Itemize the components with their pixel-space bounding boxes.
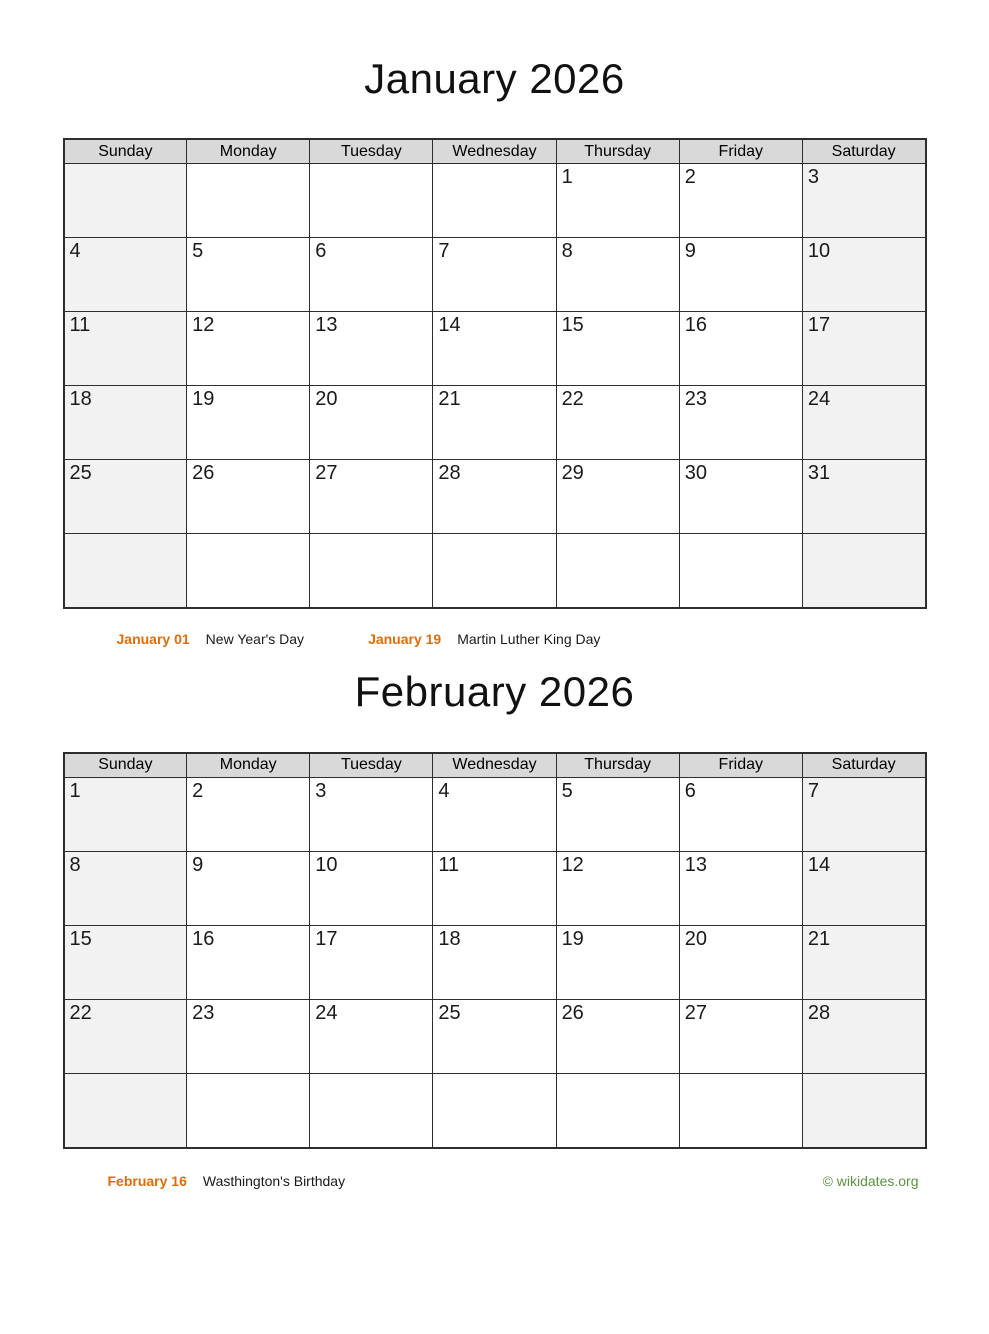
- day-number: 10: [315, 853, 338, 876]
- day-cell-24: [310, 999, 433, 1073]
- weekday-header: Friday: [679, 139, 802, 164]
- day-cell-8: [556, 238, 679, 312]
- day-number: 17: [807, 314, 831, 337]
- empty-day-cell: [187, 534, 310, 609]
- day-cell-7: [802, 777, 925, 851]
- day-cell-25: [64, 460, 187, 534]
- day-number: 11: [69, 314, 91, 337]
- day-cell-15: [556, 312, 679, 386]
- day-cell-23: [679, 386, 802, 460]
- day-cell-5: [187, 238, 310, 312]
- day-number: 18: [69, 388, 92, 411]
- day-cell-21: [433, 386, 556, 460]
- day-cell-13: [679, 851, 802, 925]
- day-cell-11: [64, 312, 187, 386]
- week-row: [64, 925, 926, 999]
- copyright: © wikidates.org: [822, 1172, 919, 1189]
- month-section-february: [0, 667, 989, 1188]
- holiday-date: January 19: [368, 631, 442, 648]
- day-cell-30: [679, 460, 802, 534]
- holidays-row-january: [63, 631, 927, 647]
- holidays-row-february: [63, 1173, 927, 1189]
- weekday-header: Wednesday: [433, 139, 556, 164]
- weekday-header: Sunday: [64, 753, 187, 778]
- week-row: [64, 851, 926, 925]
- week-row: [64, 460, 926, 534]
- day-number: 11: [438, 853, 460, 876]
- month-section-january: [0, 54, 989, 647]
- day-number: 30: [684, 462, 707, 485]
- day-cell-13: [310, 312, 433, 386]
- weekday-header-row: [64, 753, 926, 778]
- week-row: [64, 312, 926, 386]
- day-number: 31: [807, 462, 831, 485]
- day-cell-16: [679, 312, 802, 386]
- holiday-item: [368, 631, 600, 647]
- day-number: 2: [684, 166, 696, 189]
- weekday-header-row: [64, 139, 926, 164]
- empty-day-cell: [187, 164, 310, 238]
- day-number: 18: [438, 927, 461, 950]
- day-number: 20: [315, 388, 338, 411]
- week-row: [64, 534, 926, 609]
- day-number: 24: [315, 1001, 338, 1024]
- day-cell-3: [310, 777, 433, 851]
- empty-day-cell: [64, 164, 187, 238]
- day-number: 28: [807, 1001, 831, 1024]
- holiday-date: February 16: [107, 1172, 187, 1189]
- day-number: 8: [561, 240, 573, 263]
- day-number: 7: [438, 240, 450, 263]
- day-cell-10: [310, 851, 433, 925]
- holiday-name: New Year's Day: [205, 631, 305, 648]
- day-number: 2: [192, 779, 204, 802]
- day-cell-1: [64, 777, 187, 851]
- day-cell-3: [802, 164, 925, 238]
- day-number: 4: [438, 779, 450, 802]
- day-number: 8: [69, 853, 81, 876]
- weekday-header: Tuesday: [310, 139, 433, 164]
- day-cell-19: [187, 386, 310, 460]
- week-row: [64, 999, 926, 1073]
- day-cell-17: [310, 925, 433, 999]
- weekday-header: Monday: [187, 139, 310, 164]
- day-cell-29: [556, 460, 679, 534]
- day-number: 5: [192, 240, 204, 263]
- week-row: [64, 164, 926, 238]
- day-cell-24: [802, 386, 925, 460]
- day-cell-4: [433, 777, 556, 851]
- day-number: 6: [315, 240, 327, 263]
- month-title: January 2026: [364, 55, 625, 102]
- day-cell-4: [64, 238, 187, 312]
- day-number: 27: [315, 462, 338, 485]
- day-number: 21: [807, 927, 831, 950]
- day-cell-6: [310, 238, 433, 312]
- day-number: 26: [192, 462, 215, 485]
- weekday-header: Sunday: [64, 139, 187, 164]
- day-number: 15: [561, 314, 584, 337]
- holiday-name: Wasthington's Birthday: [202, 1172, 346, 1189]
- day-cell-22: [64, 999, 187, 1073]
- holiday-name: Martin Luther King Day: [457, 631, 601, 648]
- day-number: 9: [192, 853, 204, 876]
- day-cell-12: [556, 851, 679, 925]
- day-cell-9: [679, 238, 802, 312]
- empty-day-cell: [433, 534, 556, 609]
- day-number: 1: [561, 166, 573, 189]
- day-number: 13: [684, 853, 707, 876]
- holiday-date: January 01: [116, 631, 190, 648]
- day-cell-23: [187, 999, 310, 1073]
- calendar-page: [0, 54, 989, 1189]
- day-cell-7: [433, 238, 556, 312]
- day-number: 12: [561, 853, 584, 876]
- day-number: 25: [438, 1001, 461, 1024]
- weekday-header: Saturday: [802, 139, 925, 164]
- day-number: 22: [561, 388, 584, 411]
- day-number: 7: [807, 779, 819, 802]
- empty-day-cell: [310, 534, 433, 609]
- day-cell-25: [433, 999, 556, 1073]
- day-number: 15: [69, 927, 92, 950]
- day-cell-9: [187, 851, 310, 925]
- day-cell-5: [556, 777, 679, 851]
- day-cell-22: [556, 386, 679, 460]
- day-cell-14: [802, 851, 925, 925]
- day-cell-2: [187, 777, 310, 851]
- day-number: 13: [315, 314, 338, 337]
- day-number: 19: [192, 388, 215, 411]
- weekday-header: Saturday: [802, 753, 925, 778]
- day-cell-16: [187, 925, 310, 999]
- day-number: 22: [69, 1001, 92, 1024]
- day-cell-31: [802, 460, 925, 534]
- empty-day-cell: [310, 164, 433, 238]
- weekday-header: Tuesday: [310, 753, 433, 778]
- week-row: [64, 386, 926, 460]
- weekday-header: Monday: [187, 753, 310, 778]
- day-number: 16: [684, 314, 707, 337]
- day-number: 24: [807, 388, 831, 411]
- day-cell-11: [433, 851, 556, 925]
- month-title: February 2026: [354, 668, 635, 716]
- calendar-table-february: [63, 752, 927, 1149]
- day-cell-27: [679, 999, 802, 1073]
- week-row: [64, 777, 926, 851]
- empty-day-cell: [802, 1073, 925, 1148]
- day-number: 12: [192, 314, 215, 337]
- weekday-header: Thursday: [556, 139, 679, 164]
- day-number: 23: [192, 1001, 215, 1024]
- holiday-item: [108, 1173, 346, 1189]
- empty-day-cell: [433, 164, 556, 238]
- empty-day-cell: [187, 1073, 310, 1148]
- day-cell-26: [556, 999, 679, 1073]
- empty-day-cell: [679, 534, 802, 609]
- day-cell-21: [802, 925, 925, 999]
- day-cell-8: [64, 851, 187, 925]
- day-number: 14: [438, 314, 461, 337]
- weekday-header: Wednesday: [433, 753, 556, 778]
- day-number: 26: [561, 1001, 584, 1024]
- empty-day-cell: [556, 1073, 679, 1148]
- day-cell-2: [679, 164, 802, 238]
- day-number: 9: [684, 240, 696, 263]
- day-number: 25: [69, 462, 92, 485]
- empty-day-cell: [64, 1073, 187, 1148]
- empty-day-cell: [556, 534, 679, 609]
- day-cell-6: [679, 777, 802, 851]
- day-number: 29: [561, 462, 584, 485]
- empty-day-cell: [433, 1073, 556, 1148]
- day-cell-1: [556, 164, 679, 238]
- empty-day-cell: [679, 1073, 802, 1148]
- holiday-item: [117, 631, 305, 647]
- empty-day-cell: [64, 534, 187, 609]
- day-cell-19: [556, 925, 679, 999]
- empty-day-cell: [310, 1073, 433, 1148]
- day-cell-20: [679, 925, 802, 999]
- day-number: 27: [684, 1001, 707, 1024]
- day-cell-14: [433, 312, 556, 386]
- day-cell-10: [802, 238, 925, 312]
- day-number: 4: [69, 240, 81, 263]
- day-number: 14: [807, 853, 831, 876]
- day-cell-15: [64, 925, 187, 999]
- day-number: 3: [315, 779, 327, 802]
- day-number: 3: [807, 166, 819, 189]
- weekday-header: Thursday: [556, 753, 679, 778]
- day-cell-27: [310, 460, 433, 534]
- week-row: [64, 1073, 926, 1148]
- day-number: 10: [807, 240, 831, 263]
- day-number: 5: [561, 779, 573, 802]
- day-cell-28: [433, 460, 556, 534]
- day-number: 6: [684, 779, 696, 802]
- day-cell-26: [187, 460, 310, 534]
- day-number: 20: [684, 927, 707, 950]
- day-cell-18: [64, 386, 187, 460]
- day-cell-12: [187, 312, 310, 386]
- day-number: 1: [69, 779, 81, 802]
- day-number: 28: [438, 462, 461, 485]
- weekday-header: Friday: [679, 753, 802, 778]
- week-row: [64, 238, 926, 312]
- day-number: 21: [438, 388, 461, 411]
- calendar-table-january: [63, 138, 927, 609]
- day-cell-20: [310, 386, 433, 460]
- empty-day-cell: [802, 534, 925, 609]
- day-cell-17: [802, 312, 925, 386]
- day-cell-18: [433, 925, 556, 999]
- day-cell-28: [802, 999, 925, 1073]
- day-number: 23: [684, 388, 707, 411]
- day-number: 16: [192, 927, 215, 950]
- day-number: 17: [315, 927, 338, 950]
- day-number: 19: [561, 927, 584, 950]
